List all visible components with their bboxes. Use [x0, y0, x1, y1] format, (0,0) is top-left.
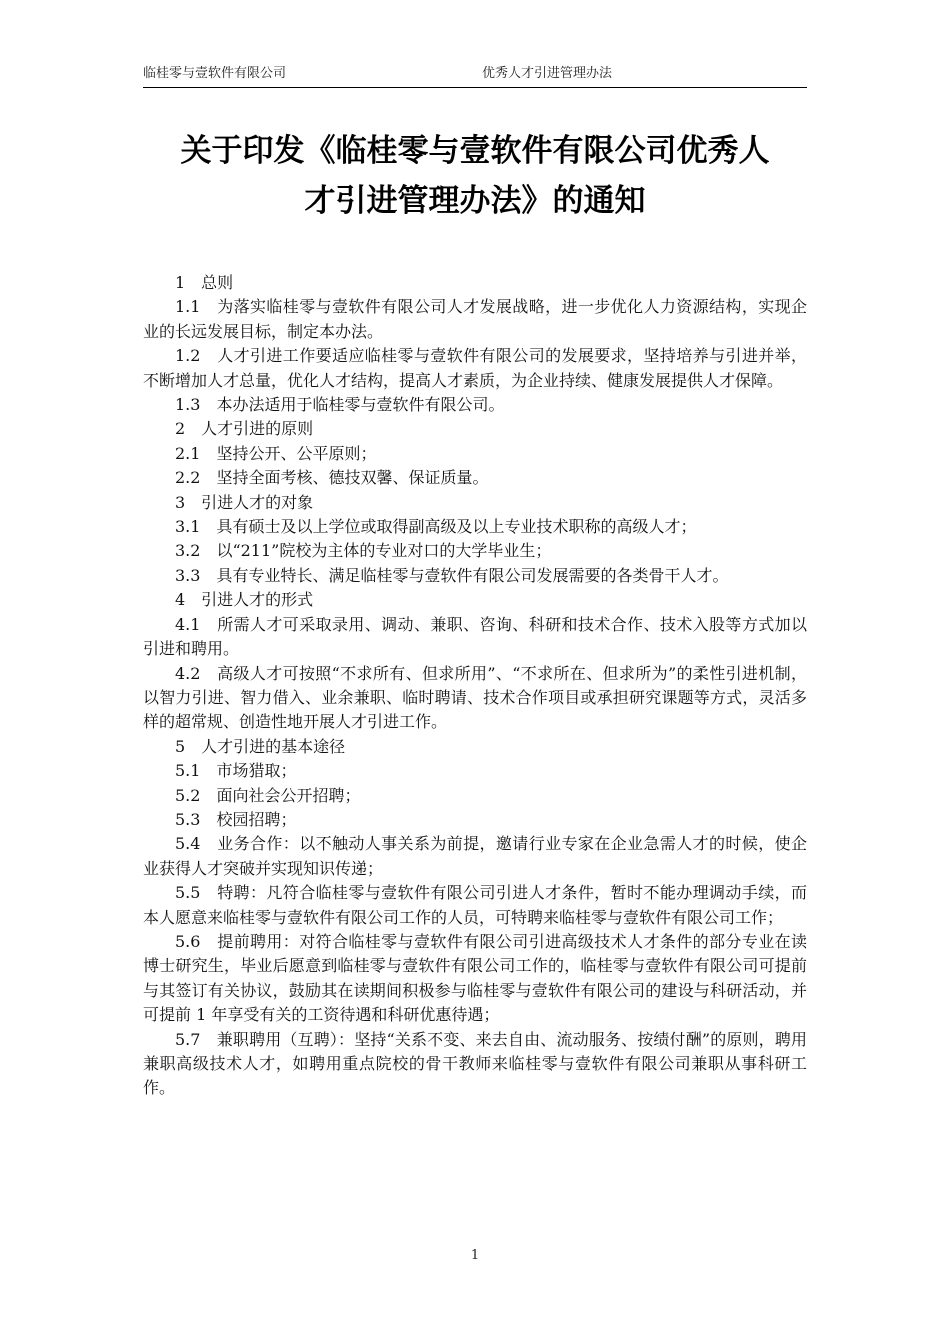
page-number: 1: [470, 1248, 480, 1263]
clause: 1.1 为落实临桂零与壹软件有限公司人才发展战略，进一步优化人力资源结构，实现企业的长远发展目标，制定本办法。: [143, 297, 807, 341]
notice-title-line-2: 才引进管理办法》的通知: [304, 183, 646, 219]
header-document-title: 优秀人才引进管理办法: [482, 66, 613, 81]
section-heading: 1 总则: [175, 273, 234, 292]
clause: 4.2 高级人才可按照“不求所有、但求所用”、“不求所在、但求所为”的柔性引进机制，以智力引进、智力借入、业余兼职、临时聘请、技术合作项目或承担研究课题等方式，灵活多样的超常规、创造性地开展人才引进工作。: [143, 663, 807, 732]
clause: 5.3 校园招聘；: [175, 809, 297, 829]
section-heading: 5 人才引进的基本途径: [175, 736, 346, 756]
section-heading: 4 引进人才的形式: [175, 590, 314, 610]
clause: 3.1 具有硕士及以上学位或取得副高级及以上专业技术职称的高级人才；: [175, 517, 697, 537]
clause: 3.3 具有专业特长、满足临桂零与壹软件有限公司发展需要的各类骨干人才。: [175, 565, 729, 585]
section-heading: 2 人才引进的原则: [175, 419, 314, 439]
notice-title-line-1: 关于印发《临桂零与壹软件有限公司优秀人: [180, 133, 770, 169]
clause: 1.3 本办法适用于临桂零与壹软件有限公司。: [175, 395, 505, 415]
clause: 5.4 业务合作：以不触动人事关系为前提，邀请行业专家在企业急需人才的时候，使企业获得人才突破并实现知识传递；: [143, 834, 807, 878]
clause: 5.5 特聘：凡符合临桂零与壹软件有限公司引进人才条件，暂时不能办理调动手续，而本人愿意来临桂零与壹软件有限公司工作的人员，可特聘来临桂零与壹软件有限公司工作；: [143, 883, 807, 927]
notice-title: [143, 126, 807, 226]
clause: 5.1 市场猎取；: [175, 761, 297, 781]
clause: 1.2 人才引进工作要适应临桂零与壹软件有限公司的发展要求，坚持培养与引进并举，不断增加人才总量，优化人才结构，提高人才素质，为企业持续、健康发展提供人才保障。: [143, 346, 807, 390]
clause: 3.2 以“211”院校为主体的专业对口的大学毕业生；: [175, 541, 552, 561]
clause: 5.7 兼职聘用（互聘）：坚持“关系不变、来去自由、流动服务、按绩付酬”的原则，聘用兼职高级技术人才，如聘用重点院校的骨干教师来临桂零与壹软件有限公司兼职从事科研工作。: [143, 1029, 807, 1098]
clause: 2.2 坚持全面考核、德技双馨、保证质量。: [175, 468, 489, 488]
page-header: [143, 65, 807, 88]
document-body: [143, 271, 807, 1101]
clause: 2.1 坚持公开、公平原则；: [175, 443, 377, 463]
clause: 5.2 面向社会公开招聘；: [175, 785, 361, 805]
clause: 4.1 所需人才可采取录用、调动、兼职、咨询、科研和技术合作、技术入股等方式加以引进和聘用。: [143, 614, 807, 659]
section-heading: 3 引进人才的对象: [175, 492, 314, 512]
clause: 5.6 提前聘用：对符合临桂零与壹软件有限公司引进高级技术人才条件的部分专业在读博士研究生，毕业后愿意到临桂零与壹软件有限公司工作的，临桂零与壹软件有限公司可提前与其签订有关协议，鼓励其在读期间积极参与临桂零与壹软件有限公司的建设与科研活动，并可提前 1 年享受有关的工资待遇和科研优惠待遇；: [143, 931, 807, 1025]
header-company: 临桂零与壹软件有限公司: [143, 66, 287, 81]
